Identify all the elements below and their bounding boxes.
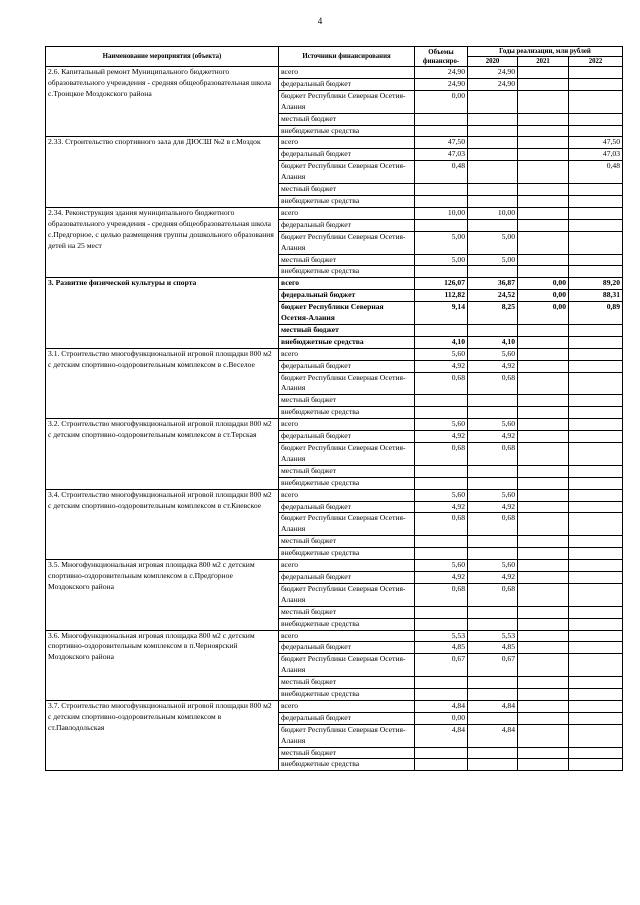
source-cell: федеральный бюджет (279, 78, 415, 90)
volume-cell (415, 606, 468, 618)
source-cell: всего (279, 560, 415, 572)
source-cell: федеральный бюджет (279, 712, 415, 724)
year-cell-2020: 4,10 (468, 336, 518, 348)
volume-cell: 5,60 (415, 419, 468, 431)
year-cell-2022 (569, 677, 623, 689)
item-name-cell (46, 348, 279, 418)
item-name: 2.34. Реконструкция здания муниципального бюджетного образовательного учреждения - средняя общеобразовательная школа с.Предгорное, с целью размещения группы дошкольного образования детей на 25 мест (48, 207, 274, 250)
year-cell-2021 (518, 465, 569, 477)
year-cell-2022 (569, 125, 623, 137)
year-cell-2021 (518, 137, 569, 149)
year-cell-2022 (569, 654, 623, 677)
source-cell: федеральный бюджет (279, 431, 415, 443)
year-cell-2022: 88,31 (569, 290, 623, 302)
year-cell-2021 (518, 630, 569, 642)
year-cell-2022 (569, 724, 623, 747)
year-cell-2022 (569, 501, 623, 513)
year-cell-2021 (518, 184, 569, 196)
volume-cell: 47,03 (415, 149, 468, 161)
source-cell: бюджет Республики Северная Осетия-Алания (279, 302, 415, 325)
year-cell-2022 (569, 560, 623, 572)
year-cell-2020: 5,53 (468, 630, 518, 642)
year-cell-2020 (468, 747, 518, 759)
funding-table (45, 46, 623, 771)
volume-cell: 5,00 (415, 231, 468, 254)
year-cell-2022 (569, 324, 623, 336)
year-cell-2020 (468, 195, 518, 207)
year-cell-2021 (518, 219, 569, 231)
year-cell-2022 (569, 254, 623, 266)
year-cell-2022 (569, 747, 623, 759)
year-cell-2022 (569, 618, 623, 630)
year-cell-2022: 89,20 (569, 278, 623, 290)
year-cell-2022: 0,48 (569, 161, 623, 184)
source-cell: федеральный бюджет (279, 290, 415, 302)
year-cell-2020: 4,92 (468, 431, 518, 443)
volume-cell: 0,68 (415, 513, 468, 536)
year-cell-2021 (518, 606, 569, 618)
source-cell: местный бюджет (279, 395, 415, 407)
volume-cell: 10,00 (415, 207, 468, 219)
year-cell-2021 (518, 654, 569, 677)
year-cell-2022: 47,03 (569, 149, 623, 161)
source-cell: местный бюджет (279, 606, 415, 618)
year-cell-2022 (569, 336, 623, 348)
year-cell-2020 (468, 324, 518, 336)
volume-cell (415, 536, 468, 548)
year-cell-2021 (518, 78, 569, 90)
source-cell: бюджет Республики Северная Осетия-Алания (279, 372, 415, 395)
table-row (46, 207, 623, 219)
year-cell-2020 (468, 395, 518, 407)
volume-cell (415, 677, 468, 689)
year-cell-2021 (518, 336, 569, 348)
source-cell: местный бюджет (279, 747, 415, 759)
year-cell-2021 (518, 195, 569, 207)
source-cell: федеральный бюджет (279, 571, 415, 583)
item-name-cell (46, 489, 279, 559)
year-cell-2021 (518, 571, 569, 583)
volume-cell: 24,90 (415, 67, 468, 79)
source-cell: внебюджетные средства (279, 195, 415, 207)
year-cell-2021 (518, 348, 569, 360)
year-cell-2022: 47,50 (569, 137, 623, 149)
year-cell-2022 (569, 184, 623, 196)
year-cell-2021 (518, 113, 569, 125)
year-cell-2021 (518, 747, 569, 759)
source-cell: всего (279, 489, 415, 501)
year-cell-2020: 5,00 (468, 231, 518, 254)
year-cell-2021 (518, 724, 569, 747)
item-name: 3.6. Многофункциональная игровая площадка 800 м2 с детским спортивно-оздоровительным комплексом в п.Черноярский Моздокского района (48, 630, 255, 662)
year-cell-2020 (468, 677, 518, 689)
volume-cell: 24,90 (415, 78, 468, 90)
item-name-cell (46, 419, 279, 489)
volume-cell: 0,48 (415, 161, 468, 184)
table-row (46, 560, 623, 572)
year-cell-2021 (518, 207, 569, 219)
source-cell: местный бюджет (279, 536, 415, 548)
source-cell: местный бюджет (279, 254, 415, 266)
year-cell-2021 (518, 501, 569, 513)
year-cell-2022 (569, 712, 623, 724)
volume-cell (415, 407, 468, 419)
volume-cell: 0,68 (415, 443, 468, 466)
year-cell-2022 (569, 489, 623, 501)
item-name-cell (46, 278, 279, 348)
year-cell-2021 (518, 431, 569, 443)
year-cell-2020 (468, 149, 518, 161)
header-volume: Объемы финансиро- (415, 47, 468, 67)
volume-cell: 9,14 (415, 302, 468, 325)
year-cell-2022 (569, 759, 623, 771)
year-cell-2020: 4,84 (468, 724, 518, 747)
year-cell-2021 (518, 419, 569, 431)
year-cell-2020: 36,87 (468, 278, 518, 290)
year-cell-2022 (569, 571, 623, 583)
volume-cell: 0,68 (415, 583, 468, 606)
year-cell-2022 (569, 431, 623, 443)
year-cell-2021 (518, 548, 569, 560)
year-cell-2020 (468, 219, 518, 231)
year-cell-2020 (468, 548, 518, 560)
year-cell-2021 (518, 254, 569, 266)
source-cell: внебюджетные средства (279, 759, 415, 771)
volume-cell: 4,10 (415, 336, 468, 348)
source-cell: местный бюджет (279, 113, 415, 125)
year-cell-2022 (569, 219, 623, 231)
table-body (46, 67, 623, 771)
volume-cell (415, 324, 468, 336)
header-years: Годы реализации, млн рублей (468, 47, 623, 57)
year-cell-2021: 0,00 (518, 290, 569, 302)
year-cell-2020: 8,25 (468, 302, 518, 325)
item-name-cell (46, 560, 279, 630)
source-cell: всего (279, 278, 415, 290)
year-cell-2021 (518, 231, 569, 254)
volume-cell: 5,60 (415, 489, 468, 501)
year-cell-2020: 0,68 (468, 443, 518, 466)
source-cell: федеральный бюджет (279, 360, 415, 372)
source-cell: бюджет Республики Северная Осетия-Алания (279, 161, 415, 184)
item-name: 2.6. Капитальный ремонт Муниципального бюджетного образовательного учреждения - средняя общеобразовательная школа с.Троицкое Моздокского района (48, 67, 272, 98)
year-cell-2020 (468, 536, 518, 548)
source-cell: внебюджетные средства (279, 407, 415, 419)
year-cell-2020: 0,67 (468, 654, 518, 677)
item-name-cell (46, 207, 279, 277)
year-cell-2021 (518, 759, 569, 771)
volume-cell (415, 548, 468, 560)
year-cell-2021 (518, 407, 569, 419)
year-cell-2022 (569, 689, 623, 701)
volume-cell: 5,00 (415, 254, 468, 266)
year-cell-2020 (468, 113, 518, 125)
source-cell: всего (279, 630, 415, 642)
volume-cell: 5,60 (415, 560, 468, 572)
year-cell-2021 (518, 149, 569, 161)
volume-cell: 4,92 (415, 501, 468, 513)
volume-cell: 4,92 (415, 431, 468, 443)
volume-cell: 5,60 (415, 348, 468, 360)
year-cell-2021 (518, 443, 569, 466)
year-cell-2021 (518, 560, 569, 572)
year-cell-2022 (569, 348, 623, 360)
year-cell-2021 (518, 618, 569, 630)
year-cell-2020: 0,68 (468, 513, 518, 536)
page-number: 4 (317, 16, 323, 26)
year-cell-2020: 4,92 (468, 501, 518, 513)
header-year-2020: 2020 (468, 57, 518, 67)
volume-cell (415, 184, 468, 196)
year-cell-2022 (569, 372, 623, 395)
year-cell-2022 (569, 513, 623, 536)
volume-cell: 0,00 (415, 90, 468, 113)
volume-cell (415, 689, 468, 701)
source-cell: всего (279, 67, 415, 79)
year-cell-2021 (518, 642, 569, 654)
year-cell-2020: 24,90 (468, 78, 518, 90)
year-cell-2021 (518, 90, 569, 113)
year-cell-2022 (569, 266, 623, 278)
source-cell: бюджет Республики Северная Осетия-Алания (279, 724, 415, 747)
year-cell-2021 (518, 489, 569, 501)
year-cell-2022 (569, 207, 623, 219)
year-cell-2022 (569, 407, 623, 419)
year-cell-2021 (518, 536, 569, 548)
year-cell-2020: 24,90 (468, 67, 518, 79)
volume-cell (415, 125, 468, 137)
year-cell-2022 (569, 67, 623, 79)
table-row (46, 348, 623, 360)
table-row (46, 137, 623, 149)
year-cell-2022 (569, 583, 623, 606)
header-year-2022: 2022 (569, 57, 623, 67)
source-cell: внебюджетные средства (279, 336, 415, 348)
year-cell-2022 (569, 419, 623, 431)
volume-cell (415, 219, 468, 231)
volume-cell: 47,50 (415, 137, 468, 149)
source-cell: внебюджетные средства (279, 618, 415, 630)
year-cell-2020 (468, 125, 518, 137)
year-cell-2020: 5,60 (468, 419, 518, 431)
source-cell: федеральный бюджет (279, 219, 415, 231)
table-header (46, 47, 623, 67)
item-name-cell (46, 67, 279, 137)
item-name: 2.33. Строительство спортивного зала для ДЮСШ №2 в г.Моздок (48, 137, 261, 147)
year-cell-2021: 0,00 (518, 278, 569, 290)
year-cell-2022 (569, 78, 623, 90)
year-cell-2020: 4,92 (468, 360, 518, 372)
volume-cell: 4,84 (415, 724, 468, 747)
year-cell-2021 (518, 689, 569, 701)
year-cell-2020 (468, 90, 518, 113)
year-cell-2022 (569, 465, 623, 477)
volume-cell: 4,92 (415, 571, 468, 583)
year-cell-2022 (569, 395, 623, 407)
volume-cell (415, 465, 468, 477)
year-cell-2021 (518, 324, 569, 336)
year-cell-2020 (468, 465, 518, 477)
header-name: Наименование мероприятия (объекта) (46, 47, 279, 67)
year-cell-2020: 24,52 (468, 290, 518, 302)
year-cell-2022 (569, 642, 623, 654)
year-cell-2021 (518, 513, 569, 536)
year-cell-2020 (468, 618, 518, 630)
volume-cell: 4,85 (415, 642, 468, 654)
year-cell-2020: 4,84 (468, 700, 518, 712)
volume-cell: 112,82 (415, 290, 468, 302)
table-row (46, 489, 623, 501)
year-cell-2022 (569, 360, 623, 372)
year-cell-2022 (569, 113, 623, 125)
year-cell-2020 (468, 477, 518, 489)
year-cell-2020: 5,00 (468, 254, 518, 266)
source-cell: внебюджетные средства (279, 266, 415, 278)
table-row (46, 419, 623, 431)
year-cell-2020: 0,68 (468, 583, 518, 606)
year-cell-2020 (468, 606, 518, 618)
year-cell-2022 (569, 231, 623, 254)
year-cell-2022 (569, 477, 623, 489)
item-name: 3.5. Многофункциональная игровая площадка 800 м2 с детским спортивно-оздоровительным комплексом в с.Предгорное Моздокского района (48, 560, 255, 591)
year-cell-2022 (569, 700, 623, 712)
item-name-cell (46, 700, 279, 770)
source-cell: бюджет Республики Северная Осетия-Алания (279, 443, 415, 466)
source-cell: внебюджетные средства (279, 689, 415, 701)
volume-cell (415, 618, 468, 630)
source-cell: внебюджетные средства (279, 125, 415, 137)
year-cell-2021 (518, 360, 569, 372)
item-name: 3. Развитие физической культуры и спорта (48, 278, 197, 288)
year-cell-2020: 10,00 (468, 207, 518, 219)
volume-cell: 0,68 (415, 372, 468, 395)
source-cell: местный бюджет (279, 465, 415, 477)
volume-cell: 126,07 (415, 278, 468, 290)
year-cell-2021 (518, 266, 569, 278)
year-cell-2020: 4,85 (468, 642, 518, 654)
source-cell: всего (279, 700, 415, 712)
year-cell-2020 (468, 266, 518, 278)
year-cell-2020 (468, 407, 518, 419)
source-cell: внебюджетные средства (279, 477, 415, 489)
year-cell-2020 (468, 689, 518, 701)
source-cell: бюджет Республики Северная Осетия-Алания (279, 513, 415, 536)
table-row (46, 630, 623, 642)
year-cell-2022 (569, 606, 623, 618)
item-name: 3.7. Строительство многофункциональной игровой площадки 800 м2 с детским спортивно-оздоровительным комплексом в ст.Павлодольская (48, 700, 272, 732)
year-cell-2021: 0,00 (518, 302, 569, 325)
volume-cell (415, 266, 468, 278)
source-cell: местный бюджет (279, 184, 415, 196)
volume-cell (415, 747, 468, 759)
volume-cell: 4,84 (415, 700, 468, 712)
header-source: Источники финансирования (279, 47, 415, 67)
volume-cell (415, 395, 468, 407)
year-cell-2020 (468, 759, 518, 771)
source-cell: бюджет Республики Северная Осетия-Алания (279, 231, 415, 254)
source-cell: местный бюджет (279, 677, 415, 689)
table-row (46, 67, 623, 79)
year-cell-2022 (569, 443, 623, 466)
volume-cell: 0,67 (415, 654, 468, 677)
year-cell-2022 (569, 630, 623, 642)
item-name: 3.4. Строительство многофункциональной игровой площадки 800 м2 с детским спортивно-оздоровительным комплексом в ст.Киевское (48, 489, 272, 510)
year-cell-2022 (569, 195, 623, 207)
year-cell-2020 (468, 161, 518, 184)
source-cell: федеральный бюджет (279, 149, 415, 161)
year-cell-2020: 5,60 (468, 560, 518, 572)
year-cell-2020 (468, 184, 518, 196)
source-cell: всего (279, 207, 415, 219)
year-cell-2020: 0,68 (468, 372, 518, 395)
year-cell-2021 (518, 372, 569, 395)
source-cell: федеральный бюджет (279, 642, 415, 654)
source-cell: всего (279, 419, 415, 431)
item-name: 3.2. Строительство многофункциональной игровой площадки 800 м2 с детским спортивно-оздоровительным комплексом в ст.Терская (48, 419, 272, 440)
source-cell: местный бюджет (279, 324, 415, 336)
volume-cell (415, 113, 468, 125)
item-name: 3.1. Строительство многофункциональной игровой площадки 800 м2 с детским спортивно-оздоровительным комплексом в с.Веселое (48, 348, 272, 369)
source-cell: бюджет Республики Северная Осетия-Алания (279, 654, 415, 677)
year-cell-2021 (518, 67, 569, 79)
year-cell-2021 (518, 583, 569, 606)
header-year-2021: 2021 (518, 57, 569, 67)
year-cell-2021 (518, 125, 569, 137)
volume-cell (415, 477, 468, 489)
source-cell: всего (279, 137, 415, 149)
table-row (46, 278, 623, 290)
year-cell-2021 (518, 395, 569, 407)
year-cell-2021 (518, 700, 569, 712)
item-name-cell (46, 630, 279, 700)
year-cell-2020: 5,60 (468, 489, 518, 501)
year-cell-2022: 0,89 (569, 302, 623, 325)
source-cell: бюджет Республики Северная Осетия-Алания (279, 90, 415, 113)
source-cell: бюджет Республики Северная Осетия-Алания (279, 583, 415, 606)
volume-cell: 5,53 (415, 630, 468, 642)
year-cell-2021 (518, 677, 569, 689)
volume-cell: 0,00 (415, 712, 468, 724)
year-cell-2020: 5,60 (468, 348, 518, 360)
year-cell-2021 (518, 161, 569, 184)
year-cell-2021 (518, 712, 569, 724)
year-cell-2022 (569, 548, 623, 560)
year-cell-2022 (569, 536, 623, 548)
volume-cell: 4,92 (415, 360, 468, 372)
source-cell: внебюджетные средства (279, 548, 415, 560)
volume-cell (415, 759, 468, 771)
year-cell-2022 (569, 90, 623, 113)
year-cell-2020: 4,92 (468, 571, 518, 583)
year-cell-2020 (468, 137, 518, 149)
item-name-cell (46, 137, 279, 207)
volume-cell (415, 195, 468, 207)
year-cell-2020 (468, 712, 518, 724)
year-cell-2021 (518, 477, 569, 489)
table-row (46, 700, 623, 712)
source-cell: федеральный бюджет (279, 501, 415, 513)
source-cell: всего (279, 348, 415, 360)
